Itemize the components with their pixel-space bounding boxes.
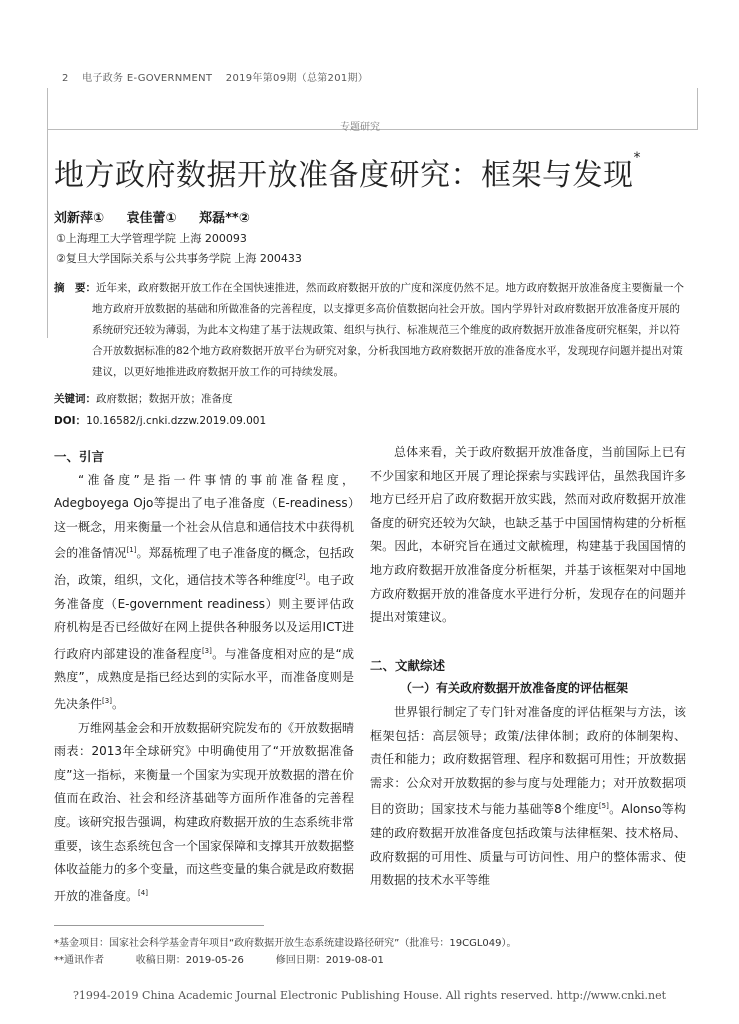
author-list	[54, 207, 268, 226]
footnote-rule	[54, 925, 264, 926]
citation: [3]	[102, 696, 112, 705]
footnote-correspondence: **通讯作者 收稿日期：2019-05-26 修回日期：2019-08-01	[54, 955, 384, 966]
running-header	[62, 69, 378, 84]
article-title	[54, 150, 641, 194]
citation: [3]	[201, 646, 212, 655]
paragraph: 万维网基金会和开放数据研究院发布的《开放数据晴雨表：2013年全球研究》中明确使用了“开放数据准备度”这一指标，来衡量一个国家为实现开放数据的潜在价值而在政治、社会和经济基础等方面所作准备的完善程度。该研究报告强调，构建政府数据开放的生态系统非常重要，该生态系统包含一个国家保障和支撑其开放数据整体收益能力的多个变量，而这些变量的集合就是政府数据开放的准备度。[4]	[54, 720, 355, 903]
author: 刘新萍①	[54, 211, 105, 226]
paragraph: 世界银行制定了专门针对准备度的评估框架与方法，该框架包括：高层领导；政策/法律体制；政府的体制架构、责任和能力；政府数据管理、程序和数据可用性；开放数据需求：公众对开放数据的参与度与处理能力；对开放数据项目的资助；国家技术与能力基础等8个维度[5]。Alonso等构建的政府数据开放准备度包括政策与法律框架、技术格局、政府数据的可用性、质量与可访问性、用户的整体需求、使用数据的技术水平等维	[370, 704, 687, 888]
title-footnote-mark: *	[633, 150, 641, 166]
journal-name: 电子政务 E-GOVERNMENT	[82, 73, 213, 84]
header-rule-right	[697, 88, 698, 130]
citation: [1]	[126, 546, 137, 555]
right-column	[370, 441, 686, 893]
keywords	[54, 391, 233, 406]
page-number: 2	[62, 73, 69, 84]
title-text: 地方政府数据开放准备度研究：框架与发现	[54, 158, 634, 193]
keywords-text: 政府数据；数据开放；准备度	[96, 393, 233, 405]
left-column	[54, 445, 354, 908]
citation: [4]	[138, 888, 148, 897]
header-rule-vertical	[47, 88, 48, 338]
footnote-funding: *基金项目：国家社会科学基金青年项目“政府数据开放生态系统建设路径研究”（批准号：19CGL049）。	[54, 938, 517, 949]
subsection-heading: （一）有关政府数据开放准备度的评估框架	[400, 681, 629, 696]
column-tag: 专题研究	[340, 122, 380, 133]
section-heading: 二、文献综述	[370, 657, 446, 673]
section-heading: 一、引言	[54, 449, 105, 464]
abstract-text: 近年来，政府数据开放工作在全国快速推进，然而政府数据开放的广度和深度仍然不足。地方政府数据开放准备度主要衡量一个地方政府开放数据的基础和所做准备的完善程度，以支撑更多高价值数据向社会开放。国内学界针对政府数据开放准备度开展的系统研究还较为薄弱，为此本文构建了基于法规政策、组织与执行、标准规范三个维度的政府数据开放准备度研究框架，并以符合开放数据标准的82个地方政府数据开放平台为研究对象，分析我国地方政府数据开放的准备度水平，发现现存问题并提出对策建议，以更好地推进政府数据开放工作的可持续发展。	[92, 282, 684, 378]
citation: [2]	[295, 572, 306, 581]
doi-label: DOI：	[54, 415, 87, 427]
affiliation: ①上海理工大学管理学院 上海 200093	[56, 232, 247, 245]
abstract	[54, 278, 684, 383]
author: 郑磊**②	[199, 211, 250, 226]
copyright-footer: ?1994-2019 China Academic Journal Electronic Publishing House. All rights reserved. http://www.cnki.net	[72, 989, 667, 1002]
doi	[54, 413, 266, 428]
author: 袁佳蕾①	[126, 211, 177, 226]
keywords-label: 关键词：	[54, 393, 96, 405]
issue-info: 2019年第09期（总第201期）	[225, 73, 369, 84]
paragraph: “准备度”是指一件事情的事前准备程度，Adegboyega Ojo等提出了电子准备度（E-readiness）这一概念，用来衡量一个社会从信息和通信技术中获得机会的准备情况[1]。郑磊梳理了电子准备度的概念，包括政治，政策，组织，文化，通信技术等各种维度[2]。电子政务准备度（E-government readiness）则主要评估政府机构是否已经做好在网上提供各种服务以及运用ICT进行政府内部建设的准备程度[3]。与准备度相对应的是“成熟度”，成熟度是指已经达到的实际水平，而准备度则是先决条件[3]。	[54, 472, 355, 711]
paragraph: 总体来看，关于政府数据开放准备度，当前国际上已有不少国家和地区开展了理论探索与实践评估，虽然我国许多地方已经开启了政府数据开放实践，然而对政府数据开放准备度的研究还较为欠缺，也缺乏基于中国国情构建的分析框架。因此，本研究旨在通过文献梳理，构建基于我国国情的地方政府数据开放准备度分析框架，并基于该框架对中国地方政府数据开放的准备度水平进行分析，发现存在的问题并提出对策建议。	[370, 445, 686, 625]
affiliation: ②复旦大学国际关系与公共事务学院 上海 200433	[56, 252, 302, 265]
citation: [5]	[598, 802, 609, 811]
abstract-label: 摘 要：	[54, 282, 96, 294]
doi-text: 10.16582/j.cnki.dzzw.2019.09.001	[86, 415, 267, 427]
